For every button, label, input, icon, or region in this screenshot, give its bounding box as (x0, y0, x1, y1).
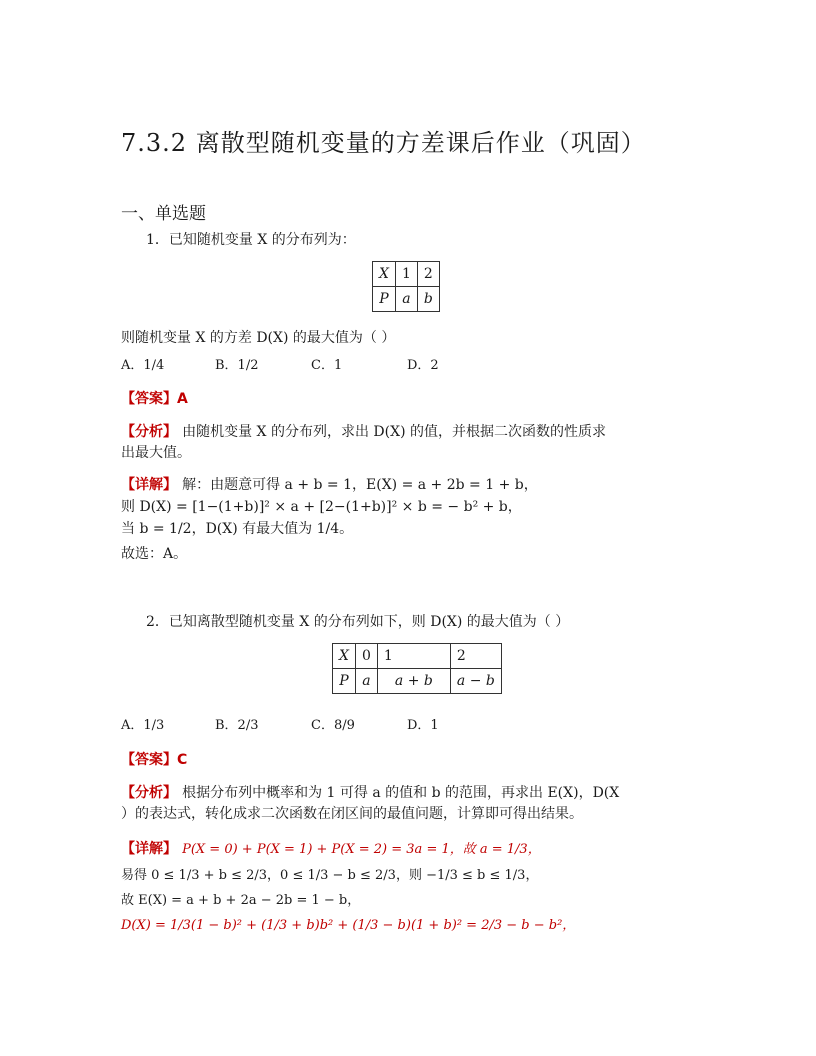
q1-answer (121, 388, 188, 408)
q1-detail (121, 474, 538, 494)
table-cell: b (417, 287, 439, 312)
table-cell: a + b (377, 669, 450, 694)
analysis-text: 根据分布列中概率和为 1 可得 a 的值和 b 的范围，再求出 E(X)，D(X (182, 785, 620, 801)
q2-detail-line4: D(X) = 1/3(1 − b)² + (1/3 + b)b² + (1/3 − b)(1 + b)² = 2/3 − b − b²， (121, 918, 576, 933)
q2-answer (121, 749, 187, 769)
answer-value: A (177, 391, 188, 407)
table-cell: a (355, 669, 377, 694)
answer-tag: 【答案】 (121, 391, 177, 407)
q1-option-a: A．1/4 (121, 358, 165, 373)
table-cell: X (373, 262, 396, 287)
q2-detail-line3: 故 E(X) = a + b + 2a − 2b = 1 − b， (121, 893, 361, 908)
table-cell: 2 (417, 262, 439, 287)
q2-analysis-line2: ）的表达式，转化成求二次函数在闭区间的最值问题，计算即可得出结果。 (121, 806, 583, 822)
section-heading: 一、单选题 (121, 204, 206, 224)
analysis-tag: 【分析】 (121, 424, 177, 440)
answer-value: C (177, 752, 188, 768)
q2-detail (121, 838, 541, 858)
answer-tag: 【答案】 (121, 752, 177, 768)
table-row (373, 287, 440, 312)
table-cell: 2 (450, 644, 501, 669)
q2-option-a: A．1/3 (121, 718, 165, 733)
table-row (333, 644, 502, 669)
detail-tag: 【详解】 (121, 841, 177, 857)
table-cell: P (333, 669, 356, 694)
q1-detail-line2: 则 D(X) = [1−(1+b)]² × a + [2−(1+b)]² × b = − b² + b， (121, 499, 522, 515)
table-cell: 1 (377, 644, 450, 669)
table-cell: a − b (450, 669, 501, 694)
q1-detail-line4: 故选：A。 (121, 546, 188, 562)
table-cell: a (395, 287, 417, 312)
detail-text: 解：由题意可得 a + b = 1，E(X) = a + 2b = 1 + b， (182, 477, 538, 493)
q1-distribution-table (372, 261, 440, 312)
q1-option-b: B．1/2 (215, 358, 259, 373)
detail-tag: 【详解】 (121, 477, 177, 493)
table-cell: 0 (355, 644, 377, 669)
q2-option-b: B．2/3 (215, 718, 259, 733)
q2-analysis (121, 782, 619, 802)
q1-analysis-line2: 出最大值。 (121, 445, 191, 461)
table-row (373, 262, 440, 287)
table-cell: P (373, 287, 396, 312)
analysis-text: 由随机变量 X 的分布列，求出 D(X) 的值，并根据二次函数的性质求 (182, 424, 606, 440)
table-cell: X (333, 644, 356, 669)
q1-detail-line3: 当 b = 1/2，D(X) 有最大值为 1/4。 (121, 521, 354, 537)
table-row (333, 669, 502, 694)
analysis-tag: 【分析】 (121, 785, 177, 801)
detail-text: P(X = 0) + P(X = 1) + P(X = 2) = 3a = 1，故 a = 1/3， (182, 842, 541, 857)
q1-analysis (121, 421, 606, 441)
q1-option-d: D．2 (407, 358, 439, 373)
q2-distribution-table (332, 643, 502, 694)
page-title: 7.3.2 离散型随机变量的方差课后作业（巩固） (121, 129, 646, 157)
q2-option-d: D．1 (407, 718, 439, 733)
table-cell: 1 (395, 262, 417, 287)
q1-question: 则随机变量 X 的方差 D(X) 的最大值为（ ） (121, 330, 396, 346)
q1-stem: 1．已知随机变量 X 的分布列为： (146, 232, 356, 248)
q2-option-c: C．8/9 (311, 718, 355, 733)
q1-option-c: C．1 (311, 358, 343, 373)
q2-detail-line2: 易得 0 ≤ 1/3 + b ≤ 2/3，0 ≤ 1/3 − b ≤ 2/3，则 −1/3 ≤ b ≤ 1/3， (121, 868, 539, 883)
q2-stem: 2．已知离散型随机变量 X 的分布列如下，则 D(X) 的最大值为（ ） (146, 614, 570, 630)
